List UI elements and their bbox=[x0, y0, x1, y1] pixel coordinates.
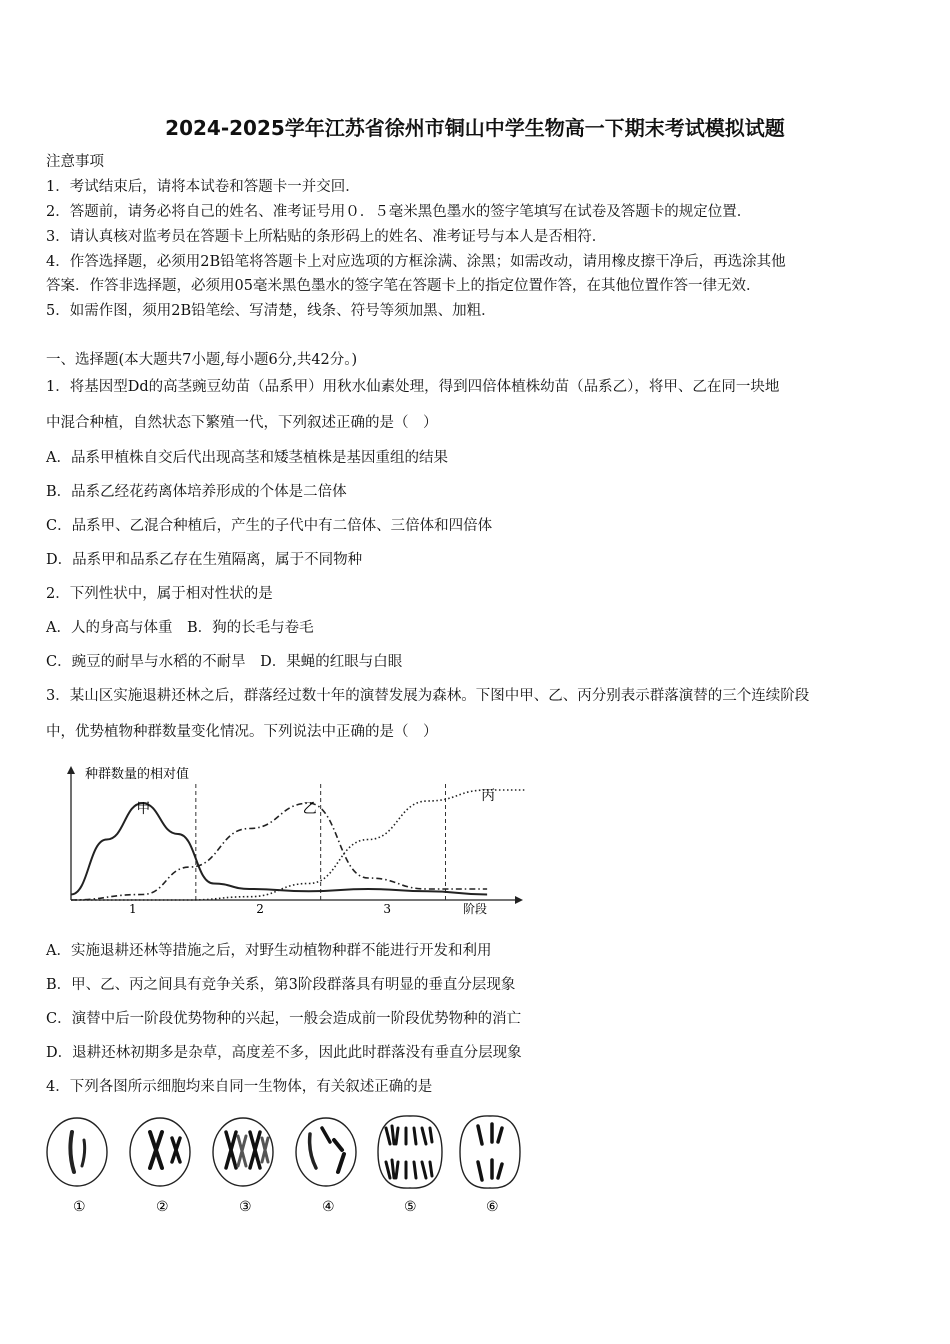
question-3-option-a: A．实施退耕还林等措施之后，对野生动植物种群不能进行开发和利用 bbox=[46, 943, 492, 959]
notice-item: 3．请认真核对监考员在答题卡上所粘贴的条形码上的姓名、准考证号与本人是否相符． bbox=[46, 229, 607, 245]
question-3-stem: 3．某山区实施退耕还林之后，群落经过数十年的演替发展为森林。下图中甲、乙、丙分别表示群落演替的三个连续阶段 bbox=[46, 688, 810, 704]
cell-label: ③ bbox=[239, 1199, 252, 1215]
cell-5 bbox=[378, 1116, 442, 1188]
x-tick-label: 1 bbox=[129, 902, 137, 916]
question-1-option-d: D．品系甲和品系乙存在生殖隔离，属于不同物种 bbox=[46, 552, 363, 568]
question-2-options-ab: A．人的身高与体重 B．狗的长毛与卷毛 bbox=[46, 620, 314, 636]
series-labels bbox=[136, 788, 495, 817]
question-1-stem-cont: 中混合种植，自然状态下繁殖一代，下列叙述正确的是（ ） bbox=[46, 415, 438, 431]
cell-label: ⑥ bbox=[486, 1199, 499, 1215]
cell-label: ⑤ bbox=[404, 1199, 417, 1215]
x-axis-label: 阶段 bbox=[463, 902, 488, 916]
question-1-stem: 1．将基因型Dd的高茎豌豆幼苗（品系甲）用秋水仙素处理，得到四倍体植株幼苗（品系乙），将甲、乙在同一块地 bbox=[46, 379, 780, 395]
question-3-option-c: C．演替中后一阶段优势物种的兴起，一般会造成前一阶段优势物种的消亡 bbox=[46, 1011, 522, 1027]
question-3-option-b: B．甲、乙、丙之间具有竞争关系，第3阶段群落具有明显的垂直分层现象 bbox=[46, 977, 516, 993]
cell-label: ① bbox=[73, 1199, 86, 1215]
cell-label: ② bbox=[156, 1199, 169, 1215]
notice-item: 5．如需作图，须用2B铅笔绘、写清楚，线条、符号等须加黑、加粗． bbox=[46, 303, 496, 319]
x-tick-label: 3 bbox=[383, 902, 392, 916]
cell-1 bbox=[47, 1118, 107, 1186]
notice-item: 1．考试结束后，请将本试卷和答题卡一并交回． bbox=[46, 179, 360, 195]
question-1-option-c: C．品系甲、乙混合种植后，产生的子代中有二倍体、三倍体和四倍体 bbox=[46, 518, 493, 534]
section-heading: 一、选择题(本大题共7小题,每小题6分,共42分。) bbox=[46, 352, 358, 368]
series-label: 乙 bbox=[302, 801, 317, 818]
question-2-options-cd: C．豌豆的耐旱与水稻的不耐旱 D．果蝇的红眼与白眼 bbox=[46, 654, 403, 670]
cell-3 bbox=[213, 1118, 273, 1186]
cell-diagrams bbox=[40, 1110, 530, 1220]
y-axis-label: 种群数量的相对值 bbox=[85, 767, 190, 782]
notice-item: 2．答题前，请务必将自己的姓名、准考证号用０．５毫米黑色墨水的签字笔填写在试卷及答题卡的规定位置． bbox=[46, 204, 752, 220]
cell-2 bbox=[130, 1118, 190, 1186]
x-tick-labels bbox=[129, 902, 391, 916]
question-4-stem: 4．下列各图所示细胞均来自同一生物体，有关叙述正确的是 bbox=[46, 1079, 433, 1095]
notice-item: 4．作答选择题，必须用2B铅笔将答题卡上对应选项的方框涂满、涂黑；如需改动，请用橡皮擦干净后，再选涂其他 bbox=[46, 254, 786, 270]
series-label: 丙 bbox=[481, 788, 496, 804]
question-3-stem-cont: 中，优势植物种群数量变化情况。下列说法中正确的是（ ） bbox=[46, 724, 438, 740]
question-3-option-d: D．退耕还林初期多是杂草，高度差不多，因此此时群落没有垂直分层现象 bbox=[46, 1045, 522, 1061]
series-label: 甲 bbox=[136, 801, 151, 818]
page-title: 2024-2025学年江苏省徐州市铜山中学生物高一下期末考试模拟试题 bbox=[165, 116, 785, 140]
question-2-stem: 2．下列性状中，属于相对性状的是 bbox=[46, 586, 273, 602]
question-1-option-a: A．品系甲植株自交后代出现高茎和矮茎植株是基因重组的结果 bbox=[46, 450, 448, 466]
notice-heading: 注意事项 bbox=[46, 154, 104, 170]
series-line-乙 bbox=[71, 803, 487, 900]
question-1-option-b: B．品系乙经花药离体培养形成的个体是二倍体 bbox=[46, 484, 347, 500]
succession-chart bbox=[55, 760, 525, 920]
stage-dividers bbox=[196, 782, 446, 900]
cell-label: ④ bbox=[322, 1199, 335, 1215]
y-axis-arrow bbox=[67, 766, 75, 774]
notice-item: 答案．作答非选择题，必须用05毫米黑色墨水的签字笔在答题卡上的指定位置作答，在其他位置作答一律无效． bbox=[46, 278, 761, 294]
cell-6 bbox=[460, 1116, 520, 1188]
cell-4 bbox=[296, 1118, 356, 1186]
x-axis-arrow bbox=[515, 896, 523, 904]
x-tick-label: 2 bbox=[256, 902, 264, 916]
